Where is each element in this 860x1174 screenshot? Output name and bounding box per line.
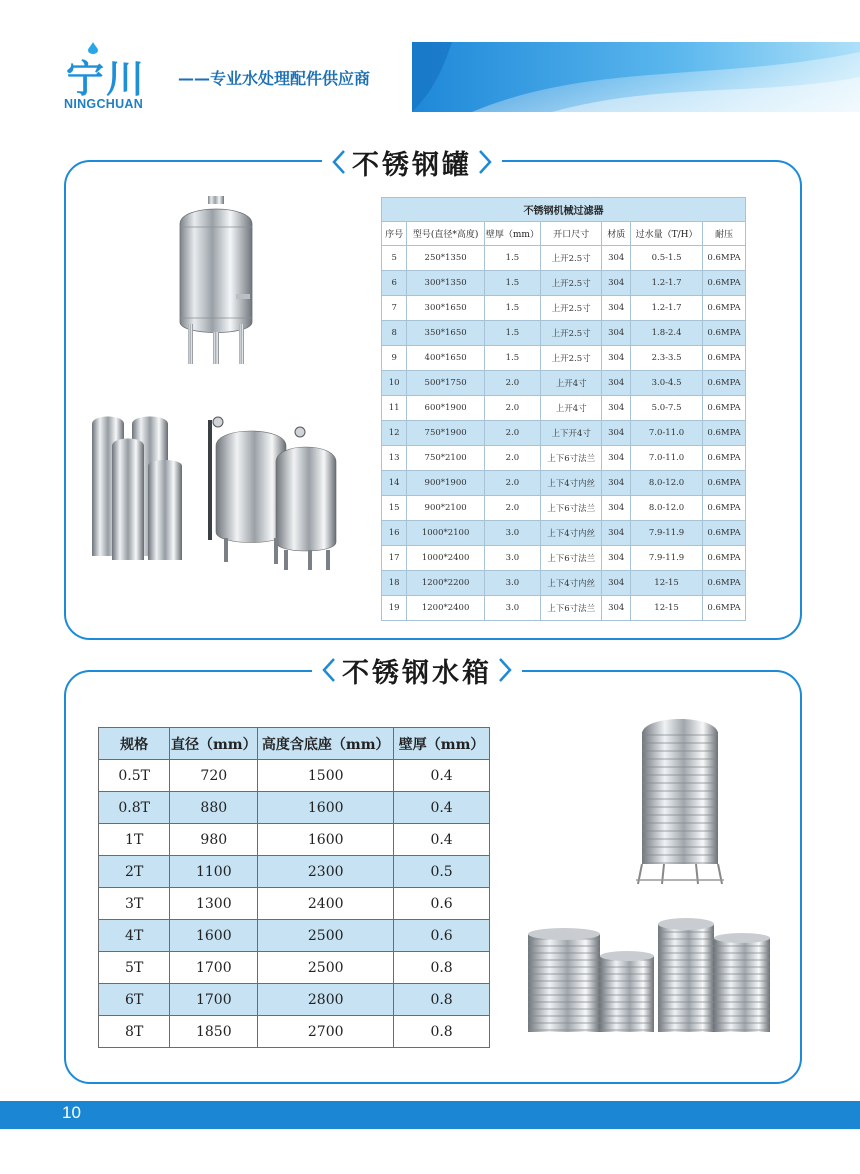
filter-table-cell: 0.6MPA xyxy=(703,296,746,321)
filter-table-cell: 11 xyxy=(382,396,407,421)
filter-table-cell: 12-15 xyxy=(631,596,703,621)
filter-table-row xyxy=(382,271,746,296)
filter-table-cell: 上开2.5寸 xyxy=(540,296,601,321)
water-table-row xyxy=(99,856,490,888)
filter-table-cell: 5.0-7.5 xyxy=(631,396,703,421)
filter-table-cell: 304 xyxy=(602,546,631,571)
section-title-text: 不锈钢罐 xyxy=(352,149,472,181)
filter-table-cell: 400*1650 xyxy=(407,346,485,371)
filter-table-cell: 2.0 xyxy=(484,471,540,496)
filter-table-cell: 1200*2200 xyxy=(407,571,485,596)
water-table-row xyxy=(99,952,490,984)
water-table-cell: 980 xyxy=(170,824,258,856)
header-diameter: 直径（mm） xyxy=(170,728,258,760)
header-model: 型号(直径*高度) xyxy=(407,222,485,246)
water-table-cell: 880 xyxy=(170,792,258,824)
filter-table-cell: 250*1350 xyxy=(407,246,485,271)
filter-table-cell: 0.6MPA xyxy=(703,246,746,271)
header-thickness: 壁厚（mm） xyxy=(484,222,540,246)
filter-table-row xyxy=(382,546,746,571)
filter-table-cell: 1000*2400 xyxy=(407,546,485,571)
filter-table-cell: 18 xyxy=(382,571,407,596)
filter-table-cell: 2.0 xyxy=(484,421,540,446)
water-table-row xyxy=(99,824,490,856)
filter-table-row xyxy=(382,521,746,546)
filter-table-cell: 0.6MPA xyxy=(703,521,746,546)
water-table-cell: 1700 xyxy=(170,952,258,984)
water-table-cell: 2T xyxy=(99,856,170,888)
filter-table-row xyxy=(382,296,746,321)
filter-table-cell: 304 xyxy=(602,321,631,346)
filter-table-cell: 12-15 xyxy=(631,571,703,596)
filter-table-cell: 10 xyxy=(382,371,407,396)
filter-table-cell: 17 xyxy=(382,546,407,571)
filter-table-row xyxy=(382,596,746,621)
filter-table-cell: 0.6MPA xyxy=(703,271,746,296)
water-table-cell: 0.8T xyxy=(99,792,170,824)
water-tank-section-title xyxy=(312,650,522,690)
water-table-cell: 1600 xyxy=(258,792,394,824)
filter-table-cell: 304 xyxy=(602,371,631,396)
filter-table-cell: 3.0-4.5 xyxy=(631,371,703,396)
header-material: 材质 xyxy=(602,222,631,246)
filter-table-cell: 上下6寸法兰 xyxy=(540,546,601,571)
filter-table-cell: 304 xyxy=(602,521,631,546)
water-table-row xyxy=(99,792,490,824)
filter-table-cell: 304 xyxy=(602,446,631,471)
filter-table-row xyxy=(382,321,746,346)
filter-table-cell: 600*1900 xyxy=(407,396,485,421)
filter-table-cell: 1.5 xyxy=(484,271,540,296)
filter-table-cell: 1200*2400 xyxy=(407,596,485,621)
water-table-cell: 1500 xyxy=(258,760,394,792)
filter-table-cell: 1.8-2.4 xyxy=(631,321,703,346)
filter-table-cell: 0.6MPA xyxy=(703,346,746,371)
header-flow: 过水量（T/H） xyxy=(631,222,703,246)
filter-table-cell: 750*2100 xyxy=(407,446,485,471)
tank-section-title xyxy=(322,142,502,182)
filter-table-cell: 上下4寸内丝 xyxy=(540,521,601,546)
filter-table-cell: 304 xyxy=(602,421,631,446)
filter-cylinders-image xyxy=(88,410,186,562)
filter-table-cell: 上下4寸内丝 xyxy=(540,571,601,596)
chevron-left-icon xyxy=(322,657,336,683)
water-table-cell: 1T xyxy=(99,824,170,856)
filter-table-cell: 7.0-11.0 xyxy=(631,446,703,471)
filter-table-cell: 304 xyxy=(602,346,631,371)
filter-table-cell: 0.6MPA xyxy=(703,496,746,521)
footer-bar xyxy=(0,1101,860,1129)
water-table-cell: 8T xyxy=(99,1016,170,1048)
water-table-cell: 1600 xyxy=(170,920,258,952)
filter-table-cell: 750*1900 xyxy=(407,421,485,446)
filter-table-cell: 0.6MPA xyxy=(703,471,746,496)
filter-table-cell: 0.5-1.5 xyxy=(631,246,703,271)
filter-table-cell: 304 xyxy=(602,246,631,271)
filter-table-cell: 304 xyxy=(602,596,631,621)
filter-table-cell: 0.6MPA xyxy=(703,596,746,621)
filter-table-header-row xyxy=(382,222,746,246)
water-tank-spec-table xyxy=(98,727,490,1048)
filter-table-cell: 6 xyxy=(382,271,407,296)
filter-table-cell: 上开4寸 xyxy=(540,396,601,421)
filter-table-cell: 300*1350 xyxy=(407,271,485,296)
filter-table-cell: 0.6MPA xyxy=(703,321,746,346)
water-table-header-row xyxy=(99,728,490,760)
filter-table-cell: 7.9-11.9 xyxy=(631,546,703,571)
header-spec: 规格 xyxy=(99,728,170,760)
filter-table-caption: 不锈钢机械过滤器 xyxy=(382,198,746,222)
water-table-cell: 1700 xyxy=(170,984,258,1016)
water-table-cell: 2400 xyxy=(258,888,394,920)
filter-table-cell: 2.0 xyxy=(484,496,540,521)
filter-table-cell: 上开2.5寸 xyxy=(540,321,601,346)
filter-table-cell: 上下开4寸 xyxy=(540,421,601,446)
filter-table-cell: 0.6MPA xyxy=(703,571,746,596)
filter-table-cell: 上下6寸法兰 xyxy=(540,446,601,471)
header-wall-thickness: 壁厚（mm） xyxy=(394,728,490,760)
filter-table-cell: 1.5 xyxy=(484,346,540,371)
filter-table-cell: 350*1650 xyxy=(407,321,485,346)
filter-table-cell: 0.6MPA xyxy=(703,371,746,396)
water-tanks-group-image xyxy=(526,912,774,1036)
water-table-cell: 2300 xyxy=(258,856,394,888)
header-wave-banner xyxy=(412,42,860,112)
filter-table-cell: 1.2-1.7 xyxy=(631,296,703,321)
header-serial: 序号 xyxy=(382,222,407,246)
filter-table-cell: 1.5 xyxy=(484,246,540,271)
water-table-cell: 720 xyxy=(170,760,258,792)
filter-table-cell: 7.0-11.0 xyxy=(631,421,703,446)
water-table-cell: 0.4 xyxy=(394,792,490,824)
pressure-tank-image xyxy=(176,194,256,370)
filter-table-cell: 上下4寸内丝 xyxy=(540,471,601,496)
water-table-cell: 5T xyxy=(99,952,170,984)
filter-table-cell: 900*2100 xyxy=(407,496,485,521)
filter-table-cell: 1000*2100 xyxy=(407,521,485,546)
filter-table-cell: 304 xyxy=(602,471,631,496)
filter-table-cell: 1.2-1.7 xyxy=(631,271,703,296)
filter-table-cell: 0.6MPA xyxy=(703,421,746,446)
filter-table-cell: 304 xyxy=(602,296,631,321)
filter-table-cell: 8 xyxy=(382,321,407,346)
filter-table-cell: 500*1750 xyxy=(407,371,485,396)
filter-table-cell: 上开2.5寸 xyxy=(540,346,601,371)
filter-table-cell: 3.0 xyxy=(484,571,540,596)
filter-table-cell: 1.5 xyxy=(484,296,540,321)
water-table-cell: 0.4 xyxy=(394,824,490,856)
filter-table-row xyxy=(382,371,746,396)
filter-table-row xyxy=(382,346,746,371)
filter-table-cell: 304 xyxy=(602,571,631,596)
water-table-cell: 4T xyxy=(99,920,170,952)
filter-table-cell: 16 xyxy=(382,521,407,546)
water-table-cell: 1850 xyxy=(170,1016,258,1048)
filter-table-cell: 上开2.5寸 xyxy=(540,246,601,271)
water-table-cell: 3T xyxy=(99,888,170,920)
water-table-cell: 2800 xyxy=(258,984,394,1016)
filter-table-row xyxy=(382,396,746,421)
water-table-cell: 2500 xyxy=(258,952,394,984)
tagline: ——专业水处理配件供应商 xyxy=(178,69,371,88)
header-height: 高度含底座（mm） xyxy=(258,728,394,760)
filter-table-cell: 2.0 xyxy=(484,446,540,471)
water-table-cell: 2500 xyxy=(258,920,394,952)
water-table-row xyxy=(99,920,490,952)
water-table-cell: 0.8 xyxy=(394,1016,490,1048)
filter-table-cell: 9 xyxy=(382,346,407,371)
filter-table-cell: 1.5 xyxy=(484,321,540,346)
filter-table-row xyxy=(382,571,746,596)
filter-table-cell: 8.0-12.0 xyxy=(631,496,703,521)
filter-table-cell: 304 xyxy=(602,396,631,421)
water-table-row xyxy=(99,984,490,1016)
filter-table-cell: 上开4寸 xyxy=(540,371,601,396)
filter-table-cell: 5 xyxy=(382,246,407,271)
water-table-cell: 2700 xyxy=(258,1016,394,1048)
filter-table-cell: 0.6MPA xyxy=(703,446,746,471)
filter-table-cell: 0.6MPA xyxy=(703,546,746,571)
ningchuan-logo xyxy=(66,48,162,118)
filter-table-cell: 2.0 xyxy=(484,396,540,421)
filter-table-cell: 304 xyxy=(602,271,631,296)
filter-table-cell: 19 xyxy=(382,596,407,621)
header-pressure: 耐压 xyxy=(703,222,746,246)
filter-table-cell: 上开2.5寸 xyxy=(540,271,601,296)
logo-english-text: NINGCHUAN xyxy=(64,97,144,111)
water-table-row xyxy=(99,1016,490,1048)
water-table-cell: 0.4 xyxy=(394,760,490,792)
header-opening: 开口尺寸 xyxy=(540,222,601,246)
filter-table-cell: 7 xyxy=(382,296,407,321)
chevron-right-icon xyxy=(498,657,512,683)
filter-table-cell: 0.6MPA xyxy=(703,396,746,421)
water-table-cell: 0.8 xyxy=(394,984,490,1016)
filter-table-cell: 304 xyxy=(602,496,631,521)
water-table-row xyxy=(99,888,490,920)
filter-table-cell: 12 xyxy=(382,421,407,446)
filter-table-cell: 7.9-11.9 xyxy=(631,521,703,546)
filter-table-cell: 上下6寸法兰 xyxy=(540,596,601,621)
water-table-cell: 1600 xyxy=(258,824,394,856)
filter-table-row xyxy=(382,471,746,496)
water-table-cell: 0.5 xyxy=(394,856,490,888)
water-table-cell: 1300 xyxy=(170,888,258,920)
filter-table-cell: 3.0 xyxy=(484,596,540,621)
water-table-cell: 0.8 xyxy=(394,952,490,984)
filter-table-row xyxy=(382,246,746,271)
filter-table-row xyxy=(382,446,746,471)
section-title-text: 不锈钢水箱 xyxy=(342,657,492,689)
chevron-right-icon xyxy=(478,149,492,175)
filter-table-cell: 3.0 xyxy=(484,521,540,546)
water-table-cell: 1100 xyxy=(170,856,258,888)
water-table-cell: 0.6 xyxy=(394,920,490,952)
page-number: 10 xyxy=(62,1103,81,1122)
filter-table-cell: 15 xyxy=(382,496,407,521)
filter-table-cell: 3.0 xyxy=(484,546,540,571)
water-table-row xyxy=(99,760,490,792)
filter-table-cell: 2.3-3.5 xyxy=(631,346,703,371)
filter-table-row xyxy=(382,496,746,521)
tank-system-image xyxy=(204,410,340,572)
filter-table-cell: 900*1900 xyxy=(407,471,485,496)
filter-table-cell: 上下6寸法兰 xyxy=(540,496,601,521)
filter-table-cell: 300*1650 xyxy=(407,296,485,321)
water-tower-image xyxy=(634,712,726,888)
water-table-cell: 0.5T xyxy=(99,760,170,792)
filter-table-row xyxy=(382,421,746,446)
filter-spec-table xyxy=(381,197,746,621)
water-table-cell: 6T xyxy=(99,984,170,1016)
filter-table-cell: 13 xyxy=(382,446,407,471)
filter-table-cell: 14 xyxy=(382,471,407,496)
logo-chinese-text: 宁川 xyxy=(66,57,147,101)
chevron-left-icon xyxy=(332,149,346,175)
filter-table-cell: 8.0-12.0 xyxy=(631,471,703,496)
filter-table-cell: 2.0 xyxy=(484,371,540,396)
water-table-cell: 0.6 xyxy=(394,888,490,920)
